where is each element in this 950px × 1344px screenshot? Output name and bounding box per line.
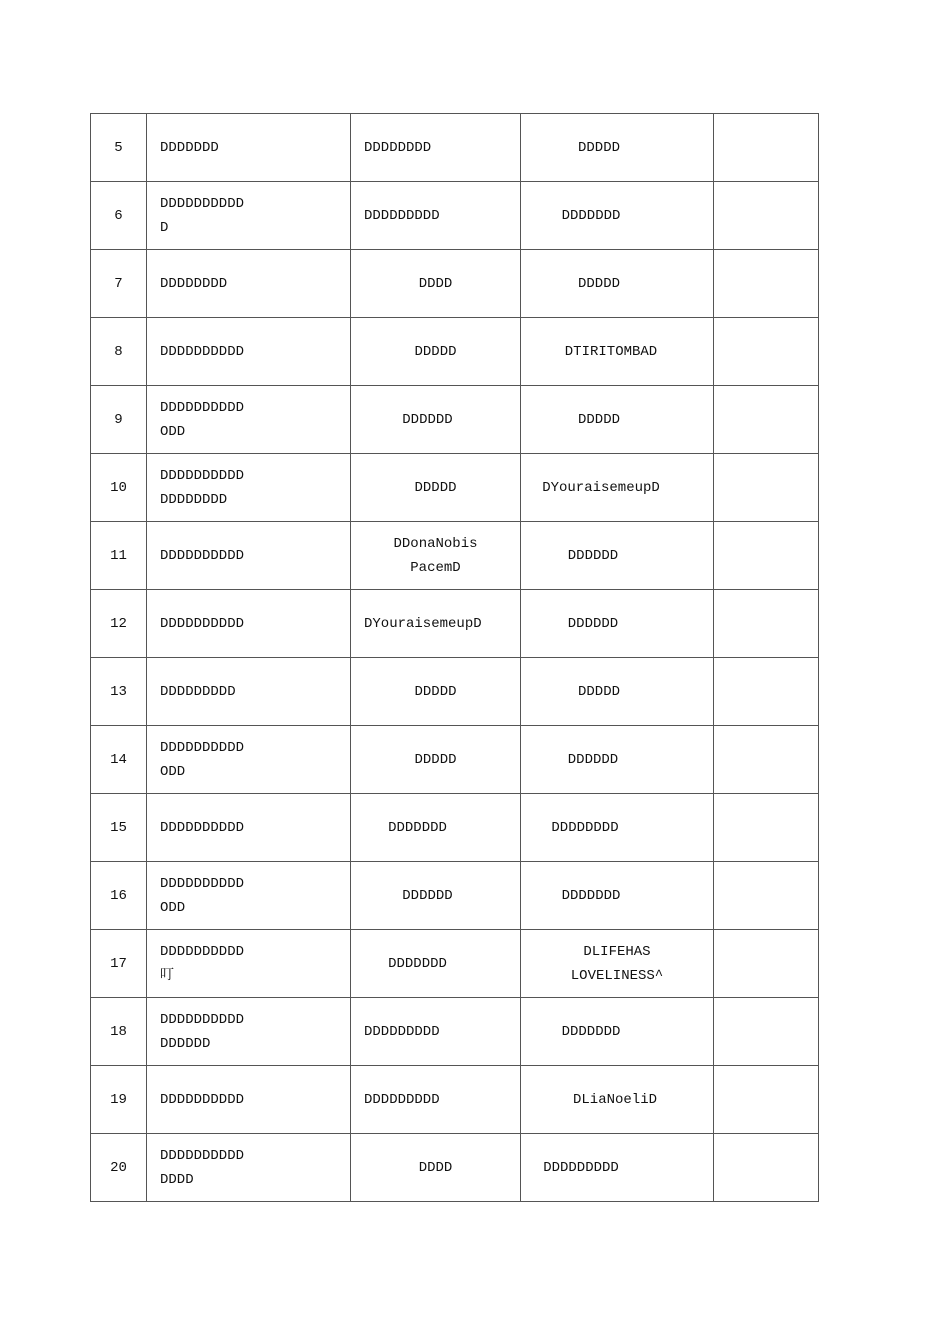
row-number-cell-text: 10 xyxy=(110,479,127,496)
row-number-cell xyxy=(91,1134,147,1202)
name-cell-text: DDDDDDDDDD ODD xyxy=(160,739,245,780)
column-4-cell-text: DTIRITOMBAD xyxy=(564,343,658,360)
column-3-cell xyxy=(351,590,521,658)
row-number-cell xyxy=(91,182,147,250)
name-cell xyxy=(147,794,351,862)
row-number-cell xyxy=(91,250,147,318)
column-3-cell xyxy=(351,454,521,522)
column-4-cell xyxy=(521,522,714,590)
row-number-cell xyxy=(91,658,147,726)
row-number-cell xyxy=(91,318,147,386)
name-cell-text: DDDDDDDDD xyxy=(160,683,236,700)
table-row xyxy=(91,1134,819,1202)
row-number-cell xyxy=(91,590,147,658)
row-number-cell xyxy=(91,998,147,1066)
column-4-cell xyxy=(521,318,714,386)
column-5-cell xyxy=(714,522,819,590)
column-5-cell xyxy=(714,250,819,318)
column-4-cell-text: DDDDDDD xyxy=(561,887,621,904)
table-row xyxy=(91,726,819,794)
column-3-cell xyxy=(351,318,521,386)
column-5-cell xyxy=(714,114,819,182)
row-number-cell-text: 16 xyxy=(110,887,127,904)
column-3-cell-text: DDDDDDDDD xyxy=(364,1023,440,1040)
name-cell-text: DDDDDDDDDD ODD xyxy=(160,875,245,916)
row-number-cell xyxy=(91,386,147,454)
column-4-cell-text: DDDDD xyxy=(577,139,620,156)
row-number-cell xyxy=(91,726,147,794)
column-4-cell-text: DDDDDD xyxy=(567,547,619,564)
table-row xyxy=(91,930,819,998)
row-number-cell xyxy=(91,862,147,930)
column-3-cell-text: DDDDDD xyxy=(402,887,453,904)
row-number-cell-text: 15 xyxy=(110,819,127,836)
name-cell xyxy=(147,522,351,590)
table-row xyxy=(91,454,819,522)
name-cell-text: DDDDDDDDDD DDDDDD xyxy=(160,1011,245,1052)
row-number-cell-text: 8 xyxy=(114,343,123,360)
name-cell xyxy=(147,454,351,522)
row-number-cell xyxy=(91,522,147,590)
column-3-cell-text: DDDD xyxy=(418,1159,453,1176)
column-3-cell-text: DDonaNobis PacemD xyxy=(393,535,478,576)
column-5-cell xyxy=(714,794,819,862)
column-4-cell xyxy=(521,998,714,1066)
name-cell xyxy=(147,998,351,1066)
column-4-cell xyxy=(521,658,714,726)
column-4-cell-text: DDDDDD xyxy=(567,751,619,768)
name-cell xyxy=(147,386,351,454)
column-5-cell xyxy=(714,454,819,522)
column-3-cell xyxy=(351,182,521,250)
column-3-cell xyxy=(351,522,521,590)
column-4-cell xyxy=(521,250,714,318)
name-cell-text: DDDDDDDDDD xyxy=(160,343,245,360)
column-5-cell xyxy=(714,1134,819,1202)
column-4-cell xyxy=(521,182,714,250)
column-3-cell-text: DDDDD xyxy=(414,683,457,700)
table-row xyxy=(91,590,819,658)
column-4-cell-text: DDDDD xyxy=(577,683,620,700)
column-4-cell xyxy=(521,930,714,998)
column-5-cell xyxy=(714,386,819,454)
column-3-cell xyxy=(351,658,521,726)
name-cell-text: DDDDDDDDDD DDDD xyxy=(160,1147,245,1188)
column-5-cell xyxy=(714,930,819,998)
row-number-cell xyxy=(91,114,147,182)
name-cell-text: DDDDDDDDDD 叮 xyxy=(160,943,245,984)
name-cell-text: DDDDDDDDDD D xyxy=(160,195,245,236)
table-row xyxy=(91,114,819,182)
column-5-cell xyxy=(714,318,819,386)
column-3-cell xyxy=(351,998,521,1066)
name-cell-text: DDDDDDDDDD DDDDDDDD xyxy=(160,467,245,508)
column-4-cell-text: DDDDDD xyxy=(567,615,619,632)
column-3-cell-text: DDDDDDD xyxy=(388,955,447,972)
column-5-cell xyxy=(714,998,819,1066)
row-number-cell-text: 9 xyxy=(114,411,123,428)
name-cell-text: DDDDDDDD xyxy=(160,275,228,292)
column-3-cell xyxy=(351,930,521,998)
row-number-cell-text: 13 xyxy=(110,683,127,700)
column-3-cell-text: DDDDD xyxy=(414,479,457,496)
column-4-cell xyxy=(521,454,714,522)
table-row xyxy=(91,250,819,318)
name-cell-text: DDDDDDD xyxy=(160,139,219,156)
column-3-cell-text: DDDDDD xyxy=(402,411,453,428)
column-4-cell xyxy=(521,726,714,794)
table-row xyxy=(91,794,819,862)
column-4-cell xyxy=(521,114,714,182)
column-4-cell-text: DYouraisemeupD xyxy=(542,479,660,496)
name-cell-text: DDDDDDDDDD ODD xyxy=(160,399,245,440)
column-4-cell xyxy=(521,794,714,862)
name-cell xyxy=(147,1066,351,1134)
column-5-cell xyxy=(714,182,819,250)
column-4-cell xyxy=(521,1066,714,1134)
name-cell xyxy=(147,590,351,658)
name-cell xyxy=(147,1134,351,1202)
column-3-cell xyxy=(351,1066,521,1134)
column-3-cell xyxy=(351,114,521,182)
column-4-cell xyxy=(521,590,714,658)
column-4-cell-text: DDDDDDD xyxy=(561,207,621,224)
name-cell-text: DDDDDDDDDD xyxy=(160,819,245,836)
column-3-cell-text: DDDDD xyxy=(414,751,457,768)
row-number-cell-text: 7 xyxy=(114,275,123,292)
table-row xyxy=(91,1066,819,1134)
column-4-cell-text: DDDDDDDDD xyxy=(543,1159,619,1176)
table-row xyxy=(91,998,819,1066)
column-4-cell-text: DLIFEHAS LOVELINESS^ xyxy=(570,943,664,984)
song-list-table xyxy=(90,113,819,1202)
column-3-cell xyxy=(351,726,521,794)
column-4-cell-text: DDDDD xyxy=(577,275,620,292)
column-4-cell xyxy=(521,386,714,454)
row-number-cell-text: 18 xyxy=(110,1023,127,1040)
column-3-cell-text: DDDD xyxy=(418,275,453,292)
column-5-cell xyxy=(714,1066,819,1134)
name-cell-text: DDDDDDDDDD xyxy=(160,547,245,564)
name-cell xyxy=(147,114,351,182)
column-3-cell xyxy=(351,250,521,318)
row-number-cell-text: 12 xyxy=(110,615,127,632)
name-cell-text: DDDDDDDDDD xyxy=(160,1091,245,1108)
column-3-cell-text: DYouraisemeupD xyxy=(364,615,482,632)
column-5-cell xyxy=(714,726,819,794)
table-row xyxy=(91,658,819,726)
row-number-cell-text: 5 xyxy=(114,139,123,156)
name-cell-text: DDDDDDDDDD xyxy=(160,615,245,632)
row-number-cell xyxy=(91,930,147,998)
column-3-cell xyxy=(351,862,521,930)
name-cell xyxy=(147,930,351,998)
table-row xyxy=(91,522,819,590)
column-5-cell xyxy=(714,590,819,658)
table-row xyxy=(91,182,819,250)
column-3-cell-text: DDDDDDDDD xyxy=(364,207,440,224)
name-cell xyxy=(147,862,351,930)
row-number-cell-text: 19 xyxy=(110,1091,127,1108)
name-cell xyxy=(147,182,351,250)
row-number-cell xyxy=(91,1066,147,1134)
row-number-cell xyxy=(91,454,147,522)
column-4-cell-text: DDDDD xyxy=(577,411,620,428)
name-cell xyxy=(147,318,351,386)
row-number-cell xyxy=(91,794,147,862)
table-row xyxy=(91,318,819,386)
column-3-cell xyxy=(351,386,521,454)
row-number-cell-text: 14 xyxy=(110,751,127,768)
name-cell xyxy=(147,250,351,318)
column-4-cell-text: DDDDDDDD xyxy=(551,819,619,836)
column-3-cell-text: DDDDDDDD xyxy=(364,139,432,156)
column-3-cell-text: DDDDD xyxy=(414,343,457,360)
column-4-cell-text: DDDDDDD xyxy=(561,1023,621,1040)
row-number-cell-text: 20 xyxy=(110,1159,127,1176)
name-cell xyxy=(147,726,351,794)
table-row xyxy=(91,386,819,454)
column-5-cell xyxy=(714,862,819,930)
name-cell xyxy=(147,658,351,726)
column-4-cell xyxy=(521,862,714,930)
column-3-cell-text: DDDDDDD xyxy=(388,819,447,836)
row-number-cell-text: 17 xyxy=(110,955,127,972)
row-number-cell-text: 11 xyxy=(110,547,127,564)
column-3-cell xyxy=(351,1134,521,1202)
column-5-cell xyxy=(714,658,819,726)
table-row xyxy=(91,862,819,930)
row-number-cell-text: 6 xyxy=(114,207,123,224)
column-4-cell xyxy=(521,1134,714,1202)
table-body xyxy=(91,114,819,1202)
column-4-cell-text: DLiaNoeliD xyxy=(572,1091,657,1108)
column-3-cell xyxy=(351,794,521,862)
column-3-cell-text: DDDDDDDDD xyxy=(364,1091,440,1108)
